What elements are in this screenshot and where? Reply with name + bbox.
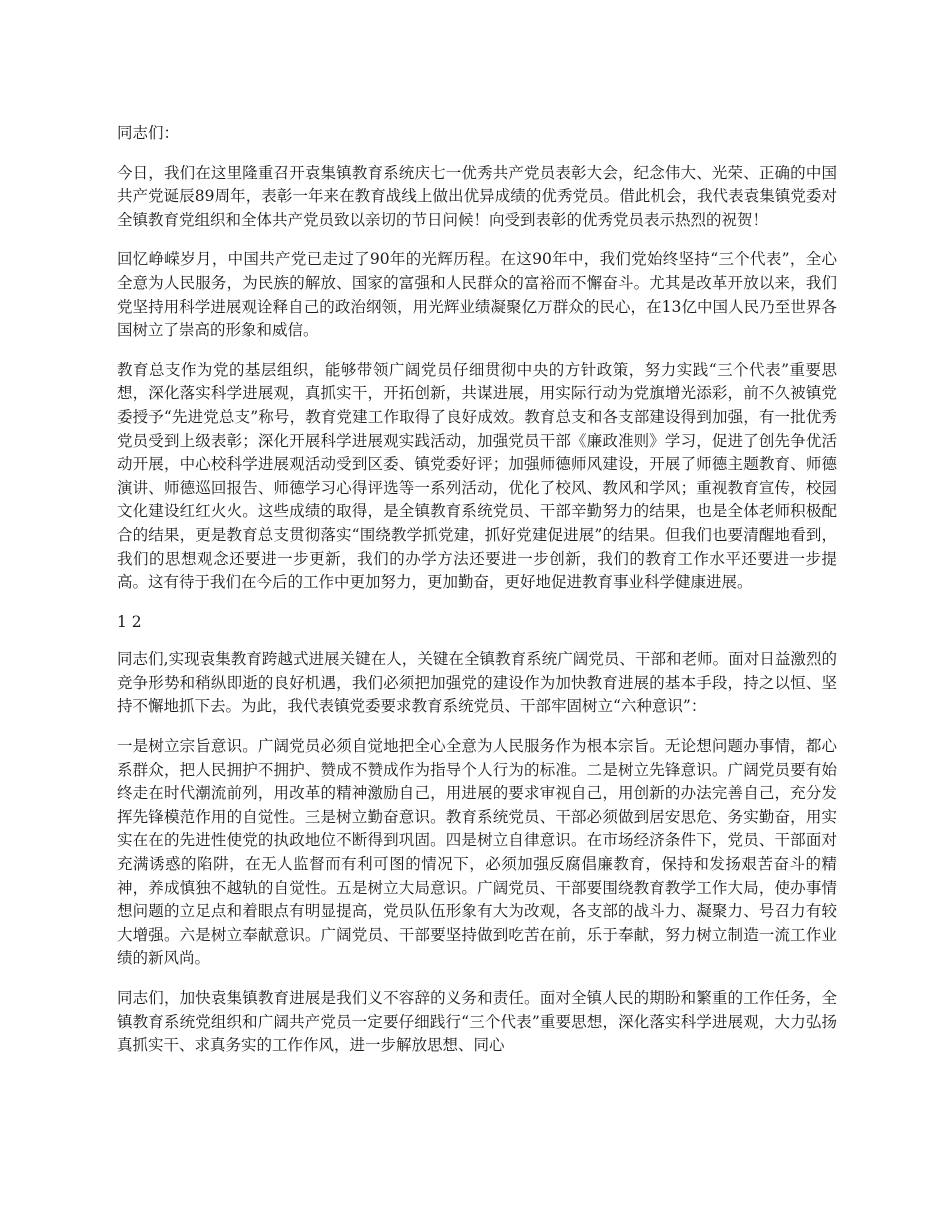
page-marker: 1 2 — [117, 612, 142, 631]
greeting: 同志们： — [117, 124, 180, 142]
paragraph-history: 回忆峥嵘岁月，中国共产党已走过了90年的光辉历程。在这90年中，我们党始终坚持“三个代表”，全心全意为人民服务，为民族的解放、国家的富强和人民群众的富裕而不懈奋斗。尤其是改革开放以来，我们党坚持用科学进展观诠释自己的政治纲领，用光辉业绩凝聚亿万群众的民心，在13亿中国人民乃至世界各国树立了崇高的形象和威信。 — [117, 250, 837, 340]
paragraph-requirements: 同志们,实现袁集教育跨越式进展关键在人，关键在全镇教育系统广阔党员、干部和老师。面对日益激烈的竞争形势和稍纵即逝的良好机遇，我们必须把加强党的建设作为加快教育进展的基本手段，持之以恒、坚持不懈地抓下去。为此，我代表镇党委要求教育系统党员、干部牢固树立“六种意识”： — [117, 650, 837, 716]
paragraph-achievements: 教育总支作为党的基层组织，能够带领广阔党员仔细贯彻中央的方针政策，努力实践“三个代表”重要思想，深化落实科学进展观，真抓实干，开拓创新，共谋进展，用实际行动为党旗增光添彩，前不久被镇党委授予“先进党总支”称号，教育党建工作取得了良好成效。教育总支和各支部建设得到加强，有一批优秀党员受到上级表彰；深化开展科学进展观实践活动，加强党员干部《廉政准则》学习，促进了创先争优活动开展，中心校科学进展观活动受到区委、镇党委好评；加强师德师风建设，开展了师德主题教育、师德演讲、师德巡回报告、师德学习心得评选等一系列活动，优化了校风、教风和学风；重视教育宣传，校园文化建设红红火火。这些成绩的取得，是全镇教育系统党员、干部辛勤努力的结果，也是全体老师积极配合的结果，更是教育总支贯彻落实“围绕教学抓党建，抓好党建促进展”的结果。但我们也要清醒地看到，我们的思想观念还要进一步更新，我们的办学方法还要进一步创新，我们的教育工作水平还要进一步提高。这有待于我们在今后的工作中更加努力，更加勤奋，更好地促进教育事业科学健康进展。 — [117, 360, 837, 592]
paragraph-closing: 同志们，加快袁集镇教育进展是我们义不容辞的义务和责任。面对全镇人民的期盼和繁重的工作任务，全镇教育系统党组织和广阔共产党员一定要仔细践行“三个代表”重要思想，深化落实科学进展观，大力弘扬真抓实干、求真务实的工作作风，进一步解放思想、同心 — [117, 989, 837, 1055]
paragraph-opening: 今日，我们在这里隆重召开袁集镇教育系统庆七一优秀共产党员表彰大会，纪念伟大、光荣、正确的中国共产党诞辰89周年，表彰一年来在教育战线上做出优异成绩的优秀党员。借此机会，我代表袁集镇党委对全镇教育党组织和全体共产党员致以亲切的节日问候！向受到表彰的优秀党员表示热烈的祝贺！ — [117, 163, 837, 229]
paragraph-six-awareness: 一是树立宗旨意识。广阔党员必须自觉地把全心全意为人民服务作为根本宗旨。无论想问题办事情，都心系群众，把人民拥护不拥护、赞成不赞成作为指导个人行为的标准。二是树立先锋意识。广阔党员要有始终走在时代潮流前列，用改革的精神激励自己，用进展的要求审视自己，用创新的办法完善自己，充分发挥先锋模范作用的自觉性。三是树立勤奋意识。教育系统党员、干部必须做到居安思危、务实勤奋，用实实在在的先进性使党的执政地位不断得到巩固。四是树立自律意识。在市场经济条件下，党员、干部面对充满诱惑的陷阱，在无人监督而有利可图的情况下，必须加强反腐倡廉教育，保持和发扬艰苦奋斗的精神，养成慎独不越轨的自觉性。五是树立大局意识。广阔党员、干部要围绕教育教学工作大局，使办事情想问题的立足点和着眼点有明显提高，党员队伍形象有大为改观，各支部的战斗力、凝聚力、号召力有较大增强。六是树立奉献意识。广阔党员、干部要坚持做到吃苦在前，乐于奉献，努力树立制造一流工作业绩的新风尚。 — [117, 737, 837, 968]
